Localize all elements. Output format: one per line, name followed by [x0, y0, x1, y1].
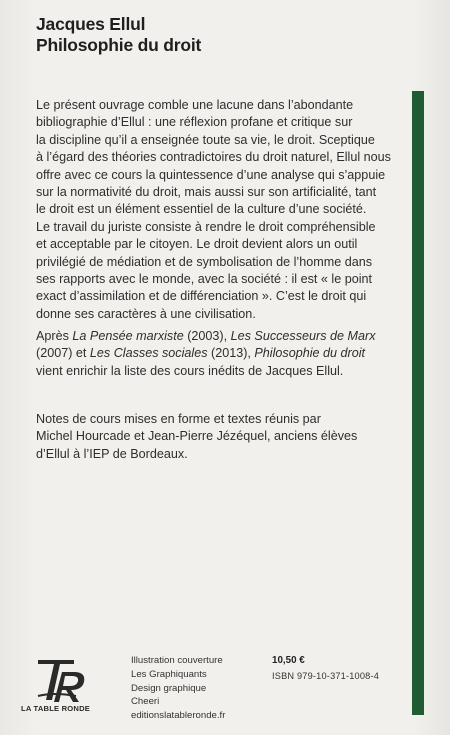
blurb-line: d’Ellul à l’IEP de Bordeaux.	[36, 446, 188, 461]
blurb-line	[36, 328, 408, 345]
text-run: Après	[36, 329, 73, 343]
blurb-line	[36, 345, 408, 362]
blurb-line: à l’égard des théories contradictoires du droit naturel, Ellul nous	[36, 150, 391, 165]
blurb-paragraph-2	[36, 328, 408, 380]
text-run: (2003),	[183, 329, 231, 343]
book-reference: Les Classes sociales	[89, 346, 208, 361]
blurb-line: le droit est un élément essentiel de la culture d’une société.	[36, 202, 367, 217]
text-run: (2007) et	[36, 346, 90, 361]
credit-line: Design graphique	[131, 682, 207, 694]
credit-line: Cheeri	[131, 696, 160, 708]
book-reference: Philosophie du droit	[254, 346, 366, 361]
blurb-line: donne ses caractères à une civilisation.	[36, 306, 256, 321]
credits-block	[131, 654, 225, 723]
accent-bar	[412, 91, 424, 715]
blurb-line: Le travail du juriste consiste à rendre le droit compréhensible	[36, 219, 376, 234]
blurb-line: et acceptable par le citoyen. Le droit devient alors un outil	[36, 237, 358, 252]
blurb-line: Notes de cours mises en forme et textes réunis par	[36, 412, 321, 426]
author-name: Jacques Ellul	[36, 14, 146, 34]
book-title: Philosophie du droit	[36, 35, 202, 55]
blurb-line: ses rapports avec le monde, avec la société : il est « le point	[36, 272, 373, 287]
book-reference: La Pensée marxiste	[72, 329, 184, 343]
blurb-line: sur la normativité du droit, mais aussi sur son artificialité, tant	[36, 185, 377, 200]
blurb-paragraph-3	[36, 411, 408, 463]
price: 10,50 €	[272, 655, 305, 666]
blurb-paragraph-1	[36, 97, 408, 323]
publisher-website: editionslatableronde.fr	[131, 710, 226, 722]
blurb-line: vient enrichir la liste des cours inédits de Jacques Ellul.	[36, 363, 344, 378]
blurb-line: Michel Hourcade et Jean-Pierre Jézéquel, anciens élèves	[36, 429, 358, 444]
book-reference: Les Successeurs de Marx	[230, 329, 376, 343]
blurb-line: offre avec ce cours la quintessence d’une analyse qui s’appuie	[36, 167, 386, 182]
blurb-line: bibliographie d’Ellul : une réflexion profane et critique sur	[36, 115, 353, 130]
blurb-line: la discipline qu’il a enseignée toute sa vie, le droit. Sceptique	[36, 132, 375, 147]
blurb-line: Le présent ouvrage comble une lacune dans l’abondante	[36, 98, 354, 112]
publisher-name: LA TABLE RONDE	[21, 704, 91, 713]
text-run: (2013),	[207, 346, 255, 361]
isbn: ISBN 979-10-371-1008-4	[272, 671, 380, 681]
credit-line: Les Graphiquants	[131, 668, 207, 680]
credit-line: Illustration couverture	[131, 655, 223, 666]
blurb-line: privilégié de médiation et de symbolisation de l’homme dans	[36, 254, 373, 269]
blurb-line: exact d’assimilation et de différenciation ». C’est le droit qui	[36, 289, 367, 304]
